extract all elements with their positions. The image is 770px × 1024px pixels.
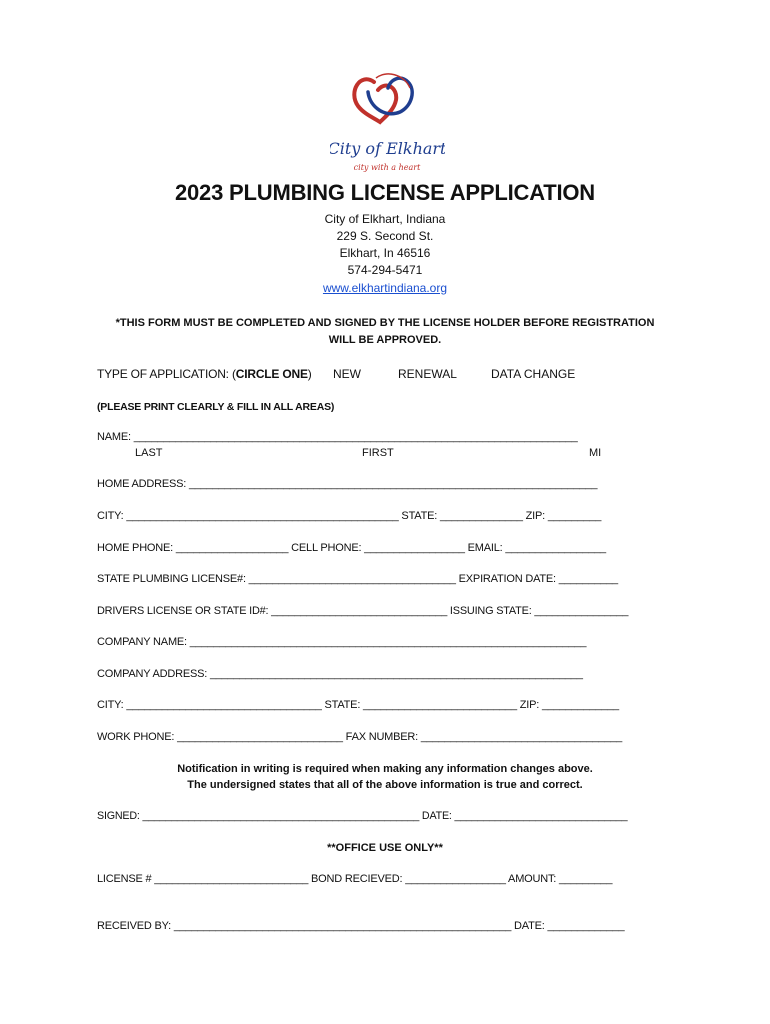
signed-date-field[interactable]: SIGNED: ________________________________________________ DATE: ______________________________	[97, 810, 628, 822]
print-note: (PLEASE PRINT CLEARLY & FILL IN ALL AREAS)	[97, 401, 335, 413]
company-name-field[interactable]: COMPANY NAME: ___________________________________________________________________	[97, 636, 587, 648]
home-address-field[interactable]: HOME ADDRESS: _____________________________________________________________________	[97, 478, 598, 490]
name-mi-label: MI	[589, 447, 602, 459]
work-fax-field[interactable]: WORK PHONE: ____________________________ FAX NUMBER: __________________________________	[97, 731, 623, 743]
phone-email-field[interactable]: HOME PHONE: ___________________ CELL PHONE: _________________ EMAIL: _________________	[97, 542, 606, 554]
office-use-heading: **OFFICE USE ONLY**	[327, 842, 443, 854]
office-license-bond-amount-field[interactable]: LICENSE # __________________________ BOND RECIEVED: _________________ AMOUNT: _________	[97, 873, 613, 885]
type-close: )	[307, 367, 312, 381]
company-address-field[interactable]: COMPANY ADDRESS: _______________________________________________________________	[97, 668, 583, 680]
logo-wordmark: City of Elkhart	[330, 139, 445, 158]
phone-number: 574-294-5471	[347, 263, 423, 277]
page-title: 2023 PLUMBING LICENSE APPLICATION	[174, 180, 595, 205]
notification-line-2: The undersigned states that all of the above information is true and correct.	[187, 779, 583, 791]
heart-logo-icon	[330, 62, 445, 177]
option-data-change[interactable]: DATA CHANGE	[491, 367, 576, 381]
plumbing-license-field[interactable]: STATE PLUMBING LICENSE#: ___________________________________ EXPIRATION DATE: __________	[97, 573, 618, 585]
notice-line-1: *THIS FORM MUST BE COMPLETED AND SIGNED BY THE LICENSE HOLDER BEFORE REGISTRATION	[115, 317, 655, 329]
circle-one-label: CIRCLE ONE	[235, 367, 308, 381]
type-of-application	[97, 367, 312, 381]
city-state-zip-field[interactable]: CITY: ______________________________________________ STATE: ______________ ZIP: _________	[97, 510, 602, 522]
notice-line-2: WILL BE APPROVED.	[328, 334, 442, 346]
name-last-label: LAST	[135, 447, 163, 459]
website-link[interactable]: www.elkhartindiana.org	[322, 281, 448, 295]
notification-line-1: Notification in writing is required when making any information changes above.	[177, 763, 593, 775]
option-renewal[interactable]: RENEWAL	[398, 367, 457, 381]
address-line-3: Elkhart, In 46516	[339, 246, 431, 260]
name-first-label: FIRST	[362, 447, 394, 459]
logo-tagline: city with a heart	[353, 163, 421, 172]
type-label: TYPE OF APPLICATION: (	[97, 367, 236, 381]
address-line-2: 229 S. Second St.	[336, 229, 434, 243]
address-line-1: City of Elkhart, Indiana	[324, 212, 446, 226]
name-field[interactable]: NAME: ___________________________________________________________________________	[97, 431, 578, 443]
drivers-license-field[interactable]: DRIVERS LICENSE OR STATE ID#: ______________________________ ISSUING STATE: ________________	[97, 605, 629, 617]
received-by-date-field[interactable]: RECEIVED BY: _________________________________________________________ DATE: _____________	[97, 920, 625, 932]
option-new[interactable]: NEW	[333, 367, 361, 381]
city-logo	[330, 62, 445, 177]
company-city-state-zip-field[interactable]: CITY: _________________________________ STATE: __________________________ ZIP: _____________	[97, 699, 619, 711]
